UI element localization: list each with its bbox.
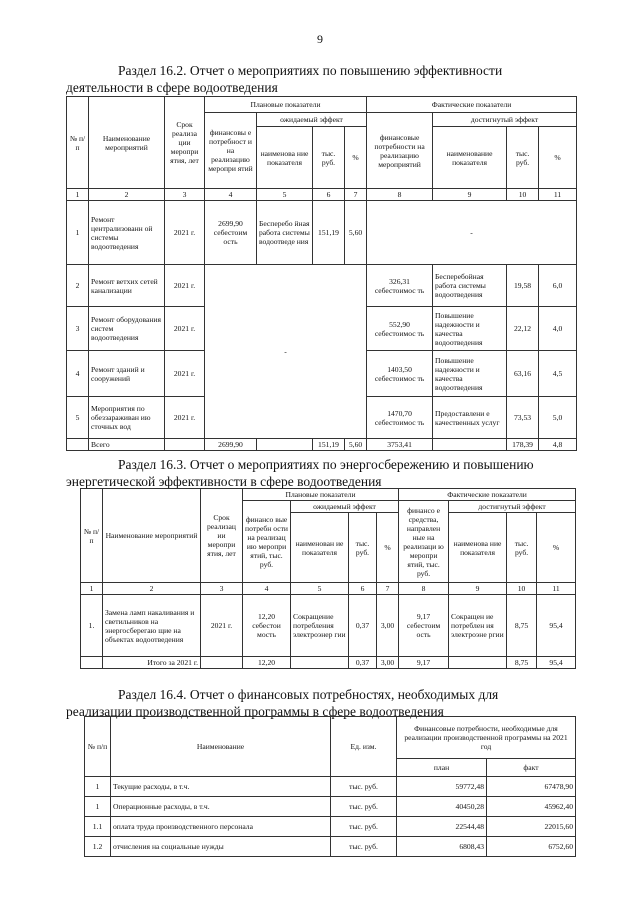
row-no: 2 xyxy=(67,265,89,307)
total-trub-fact: 8,75 xyxy=(507,657,537,669)
row-fin: 2699,90 себестоим ость xyxy=(205,201,257,265)
total-fin: 2699,90 xyxy=(205,439,257,451)
h-achieved-effect: достигнутый эффект xyxy=(449,501,576,513)
total-trub-fact: 178,39 xyxy=(507,439,539,451)
h-fact: Фактические показатели xyxy=(399,489,576,501)
h-fin-plan: финансовы е потребност и на реализацию меропри ятий xyxy=(205,113,257,189)
table-16-3 xyxy=(80,488,576,669)
h-term: Срок реализа ции меропри ятия, лет xyxy=(165,97,205,189)
row-name: Ремонт централизованн ой системы водоотведения xyxy=(89,201,165,265)
row-name: оплата труда производственного персонала xyxy=(111,817,331,837)
row-trub-fact: 8,75 xyxy=(507,595,537,657)
h-pct: % xyxy=(377,513,399,583)
col-num: 3 xyxy=(201,583,243,595)
row-no: 1 xyxy=(85,797,111,817)
table-16-4 xyxy=(84,716,576,857)
row-indicator-fact: Бесперебойная работа системы водоотведения xyxy=(433,265,507,307)
h-plan: Плановые показатели xyxy=(243,489,399,501)
row-name: Замена ламп накаливания и светильников на энергосберегаю щие на объектах водоотведения xyxy=(103,595,201,657)
row-fact: 45962,40 xyxy=(487,797,576,817)
col-num: 6 xyxy=(349,583,377,595)
row-indicator-fact: Повышение надежности и качества водоотведения xyxy=(433,351,507,397)
col-num: 5 xyxy=(291,583,349,595)
total-trub: 0,37 xyxy=(349,657,377,669)
row-pct-fact: 95,4 xyxy=(537,595,576,657)
section-16-3-heading xyxy=(66,456,576,490)
col-num: 11 xyxy=(539,189,577,201)
col-num: 1 xyxy=(67,189,89,201)
h-ind-name: наименова ние показателя xyxy=(257,127,313,189)
total-pct: 5,60 xyxy=(345,439,367,451)
col-num: 3 xyxy=(165,189,205,201)
h-pct: % xyxy=(345,127,367,189)
h-fin-fact: финансо е средства, направлен ные на реализаци ю меропри ятий, тыс. руб. xyxy=(399,501,449,583)
h-fin-fact: финансовые потребности на реализацию мероприятий xyxy=(367,113,433,189)
row-term: 2021 г. xyxy=(165,307,205,351)
row-fin: 12,20 себестои мость xyxy=(243,595,291,657)
row-name: Ремонт зданий и сооружений xyxy=(89,351,165,397)
row-pct-fact: 4,5 xyxy=(539,351,577,397)
row-name: Ремонт ветхих сетей канализации xyxy=(89,265,165,307)
h-pct2: % xyxy=(537,513,576,583)
table-row xyxy=(67,265,577,307)
h-ind-name2: наименование показателя xyxy=(433,127,507,189)
row-no: 1. xyxy=(81,595,103,657)
row-plan: 40450,28 xyxy=(397,797,487,817)
row-indicator-fact: Сокращен ие потреблен ия электроэне ргии xyxy=(449,595,507,657)
row-pct: 3,00 xyxy=(377,595,399,657)
row-term: 2021 г. xyxy=(165,265,205,307)
table-row xyxy=(81,595,576,657)
col-num: 10 xyxy=(507,189,539,201)
h-fin-plan: финансо вые потребн ости на реализац ию меропри ятий, тыс. руб. xyxy=(243,501,291,583)
row-fact: 6752,60 xyxy=(487,837,576,857)
section-16-3-title-line2: энергетической эффективности в сфере водоотведения xyxy=(66,474,382,489)
h-expected-effect: ожидаемый эффект xyxy=(257,113,367,127)
row-fin-fact: 1403,50 себестоимос ть xyxy=(367,351,433,397)
h-no: № п/п xyxy=(81,489,103,583)
total-fin-fact: 9,17 xyxy=(399,657,449,669)
row-name: Мероприятия по обеззараживан ию сточных вод xyxy=(89,397,165,439)
total-row xyxy=(67,439,577,451)
row-no: 5 xyxy=(67,397,89,439)
h-no: № п/п xyxy=(85,717,111,777)
row-fin-fact: 552,90 себестоимос ть xyxy=(367,307,433,351)
row-indicator-fact: Предоставлени е качественных услуг xyxy=(433,397,507,439)
row-pct-fact: 6,0 xyxy=(539,265,577,307)
col-num: 7 xyxy=(345,189,367,201)
section-16-4-title-line2: реализации производственной программы в сфере водоотведения xyxy=(66,704,444,719)
row-fin-fact: 326,31 себестоимос ть xyxy=(367,265,433,307)
total-trub: 151,19 xyxy=(313,439,345,451)
h-name: Наименование xyxy=(111,717,331,777)
section-16-2-title-line1: Раздел 16.2. Отчет о мероприятиях по повышению эффективности xyxy=(118,63,503,78)
row-trub: 0,37 xyxy=(349,595,377,657)
table-row xyxy=(67,201,577,265)
col-num: 5 xyxy=(257,189,313,201)
row-unit: тыс. руб. xyxy=(331,777,397,797)
row-term: 2021 г. xyxy=(201,595,243,657)
section-16-4-heading xyxy=(66,686,576,720)
h-fact: факт xyxy=(487,759,576,777)
total-fin-fact: 3753,41 xyxy=(367,439,433,451)
col-num: 2 xyxy=(89,189,165,201)
table-row xyxy=(85,797,576,817)
col-num: 10 xyxy=(507,583,537,595)
h-trub: тыс. руб. xyxy=(349,513,377,583)
h-plan: Плановые показатели xyxy=(205,97,367,113)
row-plan: 59772,48 xyxy=(397,777,487,797)
row-unit: тыс. руб. xyxy=(331,817,397,837)
row-fact: 22015,60 xyxy=(487,817,576,837)
row-name: Текущие расходы, в т.ч. xyxy=(111,777,331,797)
row-no: 1 xyxy=(85,777,111,797)
h-pct2: % xyxy=(539,127,577,189)
h-trub2: тыс. руб. xyxy=(507,513,537,583)
col-num: 8 xyxy=(367,189,433,201)
h-fact: Фактические показатели xyxy=(367,97,577,113)
row-fact-empty: - xyxy=(367,201,577,265)
table-row xyxy=(85,837,576,857)
total-pct: 3,00 xyxy=(377,657,399,669)
row-no: 1.2 xyxy=(85,837,111,857)
h-term: Срок реализац ии меропри ятия, лет xyxy=(201,489,243,583)
row-unit: тыс. руб. xyxy=(331,837,397,857)
row-trub: 151,19 xyxy=(313,201,345,265)
table-row xyxy=(85,817,576,837)
col-num: 2 xyxy=(103,583,201,595)
col-num: 6 xyxy=(313,189,345,201)
row-name: Операционные расходы, в т.ч. xyxy=(111,797,331,817)
row-pct: 5,60 xyxy=(345,201,367,265)
row-pct-fact: 5,0 xyxy=(539,397,577,439)
h-unit: Ед. изм. xyxy=(331,717,397,777)
row-indicator: Бесперебо йная работа системы водоотведе ния xyxy=(257,201,313,265)
row-no: 4 xyxy=(67,351,89,397)
col-num: 11 xyxy=(537,583,576,595)
h-trub2: тыс. руб. xyxy=(507,127,539,189)
col-num: 1 xyxy=(81,583,103,595)
col-num: 9 xyxy=(433,189,507,201)
total-label: Всего xyxy=(89,439,165,451)
row-trub-fact: 73,53 xyxy=(507,397,539,439)
row-term: 2021 г. xyxy=(165,397,205,439)
h-fin-needs: Финансовые потребности, необходимые для реализации производственной программы на 2021 год xyxy=(397,717,576,759)
col-num: 9 xyxy=(449,583,507,595)
total-pct-fact: 4,8 xyxy=(539,439,577,451)
h-no: № п/ п xyxy=(67,97,89,189)
h-name: Наименование мероприятий xyxy=(89,97,165,189)
h-expected-effect: ожидаемый эффект xyxy=(291,501,399,513)
row-indicator-fact: Повышение надежности и качества водоотведения xyxy=(433,307,507,351)
page-number: 9 xyxy=(317,32,323,46)
table-row xyxy=(85,777,576,797)
h-trub: тыс. руб. xyxy=(313,127,345,189)
h-ind-name: наименован ие показателя xyxy=(291,513,349,583)
row-plan: 22544,48 xyxy=(397,817,487,837)
total-pct-fact: 95,4 xyxy=(537,657,576,669)
row-pct-fact: 4,0 xyxy=(539,307,577,351)
col-num: 4 xyxy=(243,583,291,595)
h-name: Наименование мероприятий xyxy=(103,489,201,583)
total-label: Итого за 2021 г. xyxy=(103,657,201,669)
row-trub-fact: 63,16 xyxy=(507,351,539,397)
h-plan: план xyxy=(397,759,487,777)
total-fin: 12,20 xyxy=(243,657,291,669)
row-name: отчисления на социальные нужды xyxy=(111,837,331,857)
total-row xyxy=(81,657,576,669)
section-16-3-title-line1: Раздел 16.3. Отчет о мероприятиях по энергосбережению и повышению xyxy=(118,457,534,472)
row-fin-fact: 1470,70 себестоимос ть xyxy=(367,397,433,439)
row-trub-fact: 22,12 xyxy=(507,307,539,351)
row-term: 2021 г. xyxy=(165,351,205,397)
section-16-2-title-line2: деятельности в сфере водоотведения xyxy=(66,80,278,95)
row-plan: 6808,43 xyxy=(397,837,487,857)
row-indicator: Сокращение потребления электроэнер гии xyxy=(291,595,349,657)
row-trub-fact: 19,58 xyxy=(507,265,539,307)
row-fin-fact: 9,17 себестоим ость xyxy=(399,595,449,657)
row-no: 3 xyxy=(67,307,89,351)
col-num: 8 xyxy=(399,583,449,595)
row-no: 1.1 xyxy=(85,817,111,837)
row-term: 2021 г. xyxy=(165,201,205,265)
col-num: 7 xyxy=(377,583,399,595)
h-ind-name2: наименова ние показателя xyxy=(449,513,507,583)
row-unit: тыс. руб. xyxy=(331,797,397,817)
section-16-2-heading xyxy=(66,62,576,96)
col-num: 4 xyxy=(205,189,257,201)
h-achieved-effect: достигнутый эффект xyxy=(433,113,577,127)
table-16-2 xyxy=(66,96,577,451)
row-fact: 67478,90 xyxy=(487,777,576,797)
row-name: Ремонт оборудования систем водоотведения xyxy=(89,307,165,351)
row-no: 1 xyxy=(67,201,89,265)
plan-merged-empty: - xyxy=(205,265,367,439)
section-16-4-title-line1: Раздел 16.4. Отчет о финансовых потребностях, необходимых для xyxy=(118,687,499,702)
